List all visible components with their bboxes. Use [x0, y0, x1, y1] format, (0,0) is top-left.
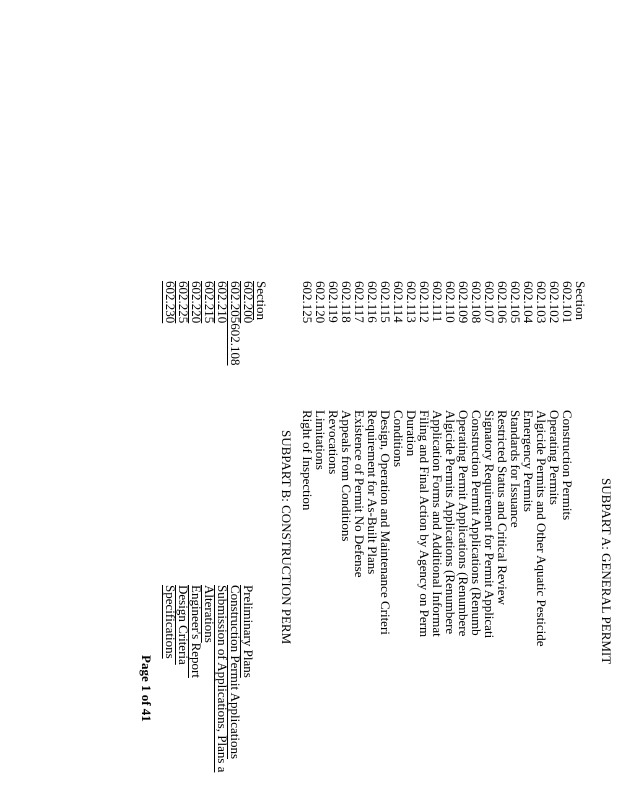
section-number: 602.220: [189, 281, 204, 324]
section-title: Alterations: [202, 585, 217, 643]
section-title: Algicide Permits and Other Aquatic Pesticide: [534, 410, 549, 647]
section-number: 602.225: [176, 281, 191, 324]
section-number: 602.108: [469, 281, 484, 324]
section-number: 602.119: [326, 281, 341, 323]
section-number: 602.105: [508, 281, 523, 324]
section-title: Specifications: [163, 585, 178, 659]
section-title: Design Criteria: [176, 585, 191, 665]
section-number: 602.110: [443, 281, 458, 323]
section-number: 602.230: [163, 281, 178, 324]
section-title: Preliminary Plans: [241, 585, 256, 678]
section-number: 602.112: [417, 281, 432, 323]
section-title: Emergency Permits: [521, 410, 536, 512]
section-title: Construction Permit Applications (Renumb: [469, 410, 484, 636]
section-number: 602.103: [534, 281, 549, 324]
section-number: 602.102: [547, 281, 562, 324]
subpart-b-heading: SUBPART B: CONSTRUCTION PERM: [279, 430, 294, 645]
section-number: 602.116: [365, 281, 380, 323]
section-title: Application Forms and Additional Informat: [430, 410, 445, 637]
section-number: 602.111: [430, 281, 445, 323]
section-number: 602.118: [339, 281, 354, 323]
section-title: Right of Inspection: [300, 410, 315, 511]
section-title: Signatory Requirement for Permit Applicati: [482, 410, 497, 639]
subpart-b-section-label: Section: [254, 281, 269, 320]
section-number: 602.106: [495, 281, 510, 324]
section-number: 602.104: [521, 281, 536, 324]
page-number: Page 1 of 41: [139, 655, 154, 722]
section-title: Revocations: [326, 410, 341, 475]
section-number: 602.113: [404, 281, 419, 323]
section-title: Limitations: [313, 410, 328, 470]
section-number: 602.115: [378, 281, 393, 323]
section-title: Filing and Final Action by Agency on Perm: [417, 410, 432, 638]
section-number: 602.205602.108: [228, 281, 243, 366]
section-title: Duration: [404, 410, 419, 457]
section-title: Requirement for As-Built Plans: [365, 410, 380, 575]
section-number: 602.215: [202, 281, 217, 324]
section-number: 602.101: [560, 281, 575, 324]
subpart-a-section-label: Section: [573, 281, 588, 320]
subpart-a-heading: SUBPART A: GENERAL PERMIT: [599, 478, 614, 665]
section-title: Operating Permits: [547, 410, 562, 505]
section-title: Engineer's Report: [189, 585, 204, 678]
section-title: Appeals from Conditions: [339, 410, 354, 542]
section-title: Conditions: [391, 410, 406, 468]
section-number: 602.200: [241, 281, 256, 324]
section-title: Construction Permits: [560, 410, 575, 521]
section-title: Standards for Issuance: [508, 410, 523, 528]
section-title: Restricted Status and Critical Review: [495, 410, 510, 605]
section-title: Construction Permit Applications: [228, 585, 243, 760]
section-title: Algicide Permits Applications (Renumbere: [443, 410, 458, 635]
section-number: 602.210: [215, 281, 230, 324]
section-title: Existence of Permit No Defense: [352, 410, 367, 578]
section-number: 602.114: [391, 281, 406, 323]
section-number: 602.109: [456, 281, 471, 324]
section-title: Design, Operation and Maintenance Criteri: [378, 410, 393, 635]
section-number: 602.107: [482, 281, 497, 324]
section-number: 602.117: [352, 281, 367, 323]
section-number: 602.120: [313, 281, 328, 324]
section-number: 602.125: [300, 281, 315, 324]
section-title: Submission of Applications, Plans a: [215, 585, 230, 773]
section-title: Operating Permit Applications (Renumbere: [456, 410, 471, 637]
